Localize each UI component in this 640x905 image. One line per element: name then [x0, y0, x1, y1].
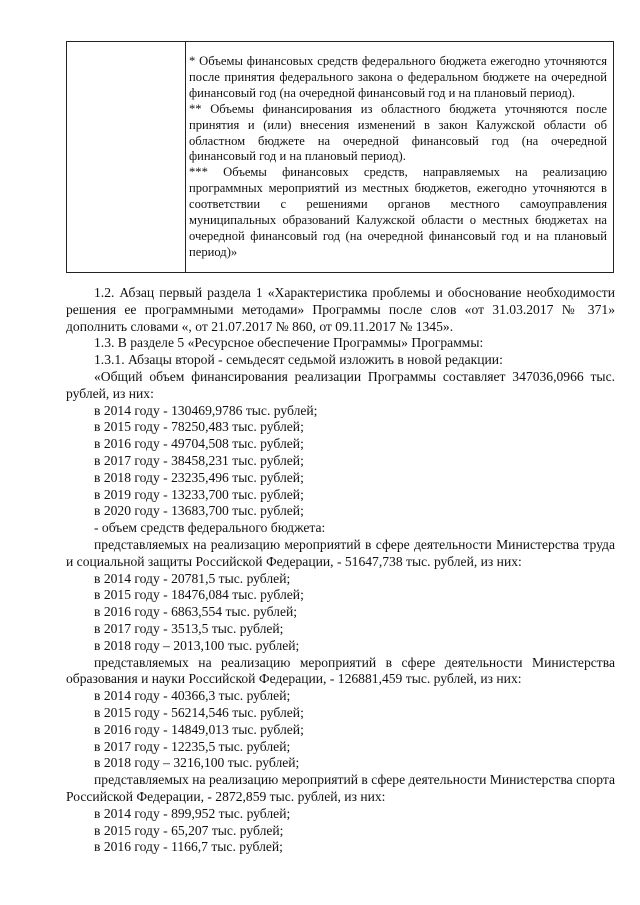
- education-2017: в 2017 году - 12235,5 тыс. рублей;: [94, 738, 291, 754]
- footnotes-cell: [189, 54, 607, 261]
- paragraph-amendment-1-3-1: 1.3.1. Абзацы второй - семьдесят седьмой изложить в новой редакции:: [94, 352, 503, 368]
- education-2015: в 2015 году - 56214,546 тыс. рублей;: [94, 704, 304, 720]
- education-2016: в 2016 году - 14849,013 тыс. рублей;: [94, 721, 304, 737]
- federal-budget-heading: - объем средств федерального бюджета:: [94, 520, 326, 536]
- total-2018: в 2018 году - 23235,496 тыс. рублей;: [94, 469, 304, 485]
- education-2014: в 2014 году - 40366,3 тыс. рублей;: [94, 688, 291, 704]
- labor-2017: в 2017 году - 3513,5 тыс. рублей;: [94, 620, 284, 636]
- labor-2014: в 2014 году - 20781,5 тыс. рублей;: [94, 570, 291, 586]
- total-2015: в 2015 году - 78250,483 тыс. рублей;: [94, 419, 304, 435]
- labor-2018: в 2018 году – 2013,100 тыс. рублей;: [94, 637, 300, 653]
- paragraph-amendment-1-2: 1.2. Абзац первый раздела 1 «Характеристика проблемы и обоснование необходимости решения ее программными методами» Программы после слов «от 31.03.2017 № 371» дополнить словами «, от 21.07.2017 № 860, от 09.11.2017 № 1345».: [66, 285, 615, 334]
- total-2014: в 2014 году - 130469,9786 тыс. рублей;: [94, 402, 318, 418]
- paragraph-education-ministry: представляемых на реализацию мероприятий в сфере деятельности Министерства образования и науки Российской Федерации, - 126881,459 тыс. рублей, из них:: [66, 654, 615, 687]
- paragraph-total-funding: «Общий объем финансирования реализации Программы составляет 347036,0966 тыс. рублей, из них:: [66, 368, 615, 401]
- total-2017: в 2017 году - 38458,231 тыс. рублей;: [94, 452, 304, 468]
- table-column-divider: [185, 42, 186, 272]
- footnotes-table: [66, 41, 614, 273]
- sport-2014: в 2014 году - 899,952 тыс. рублей;: [94, 805, 291, 821]
- footnote-federal: * Объемы финансовых средств федерального бюджета ежегодно уточняются после принятия федерального закона о федеральном бюджете на очередной финансовый год (на очередной финансовый год и на плановый период).: [189, 54, 607, 100]
- labor-2016: в 2016 году - 6863,554 тыс. рублей;: [94, 604, 298, 620]
- total-2019: в 2019 году - 13233,700 тыс. рублей;: [94, 486, 304, 502]
- paragraph-labor-ministry: представляемых на реализацию мероприятий в сфере деятельности Министерства труда и социальной защиты Российской Федерации, - 51647,738 тыс. рублей, из них:: [66, 536, 615, 569]
- paragraph-amendment-1-3: 1.3. В разделе 5 «Ресурсное обеспечение Программы» Программы:: [94, 335, 484, 351]
- education-2018: в 2018 году – 3216,100 тыс. рублей;: [94, 755, 300, 771]
- total-2020: в 2020 году - 13683,700 тыс. рублей;: [94, 503, 304, 519]
- footnote-local: *** Объемы финансовых средств, направляемых на реализацию программных мероприятий из местных бюджетов, ежегодно уточняются в соответствии с решениями органов местного самоуправления муниципальных образований Калужской области о местных бюджетах на очередной финансовый год (на очередной финансовый год и на плановый период)»: [189, 165, 607, 259]
- document-body: [66, 285, 615, 856]
- total-2016: в 2016 году - 49704,508 тыс. рублей;: [94, 436, 304, 452]
- sport-2016: в 2016 году - 1166,7 тыс. рублей;: [94, 839, 283, 855]
- paragraph-sport-ministry: представляемых на реализацию мероприятий в сфере деятельности Министерства спорта Российской Федерации, - 2872,859 тыс. рублей, из них:: [66, 772, 615, 804]
- labor-2015: в 2015 году - 18476,084 тыс. рублей;: [94, 587, 304, 603]
- footnote-regional: ** Объемы финансирования из областного бюджета уточняются после принятия и (или) внесения изменений в закон Калужской области об областном бюджете на очередной финансовый год (на очередной финансовый год и на плановый период).: [189, 101, 607, 164]
- sport-2015: в 2015 году - 65,207 тыс. рублей;: [94, 822, 284, 838]
